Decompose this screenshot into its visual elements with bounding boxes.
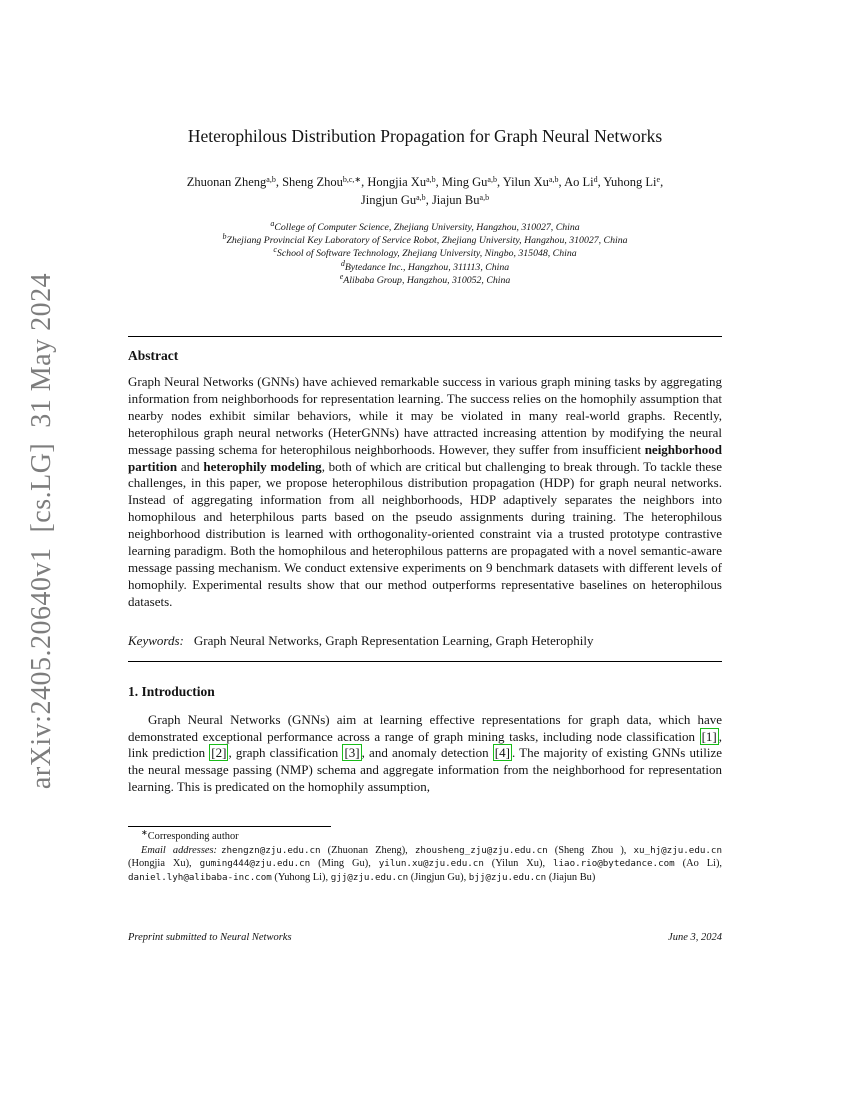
- paper-title: Heterophilous Distribution Propagation for Graph Neural Networks: [187, 126, 663, 146]
- email-address: guming444@zju.edu.cn: [199, 858, 311, 870]
- author-line-2: [108, 191, 742, 209]
- author: Yilun Xu$^{a,b}$,: [502, 175, 565, 189]
- email-address: gjj@zju.edu.cn: [330, 871, 409, 883]
- author-line-1: [108, 173, 742, 191]
- author: Jiajun Bu$^{a,b}$: [431, 193, 490, 207]
- email-addresses-label: Email addresses:: [141, 844, 217, 856]
- keywords-label: Keywords:: [128, 633, 184, 648]
- citation-link-3[interactable]: [3]: [344, 745, 360, 761]
- page-footer: [128, 932, 722, 943]
- footnote: [128, 830, 722, 884]
- affiliation: $^d$Bytedance Inc., Hangzhou, 311113, China: [340, 258, 510, 273]
- affiliation-list: [128, 221, 722, 287]
- author: Ming Gu$^{a,b}$,: [441, 175, 503, 189]
- citation-link-4[interactable]: [4]: [494, 745, 510, 761]
- citation-link-1[interactable]: [1]: [701, 728, 717, 744]
- footer-date: June 3, 2024: [668, 932, 722, 943]
- affiliation: $^b$Zhejiang Provincial Key Laboratory of Service Robot, Zhejiang University, Hangzhou, 310027, China: [222, 232, 628, 247]
- affiliation: $^e$Alibaba Group, Hangzhou, 310052, China: [339, 271, 511, 286]
- abstract-bottom-divider: [128, 661, 722, 662]
- bold-phrase-neighborhood-partition: neighborhood partition: [128, 441, 722, 474]
- author-affil-marker: a,b: [479, 193, 490, 202]
- author-affil-marker: a,b: [266, 175, 276, 184]
- asterisk-marker: ∗: [141, 828, 148, 837]
- affil-marker: d: [340, 258, 345, 268]
- footer-journal-note: Preprint submitted to Neural Networks: [128, 932, 292, 943]
- affil-marker: c: [273, 245, 277, 255]
- arxiv-watermark: arXiv:2405.20640v1 [cs.LG] 31 May 2024: [26, 272, 57, 790]
- email-addresses: Email addresses: zhengzn@zju.edu.cn (Zhuonan Zheng), zhousheng_zju@zju.edu.cn (Sheng Zhou ), xu_hj@zju.edu.cn (Hongjia Xu), guming444@zju.edu.cn (Ming Gu), yilun.xu@zju.edu.cn (Yilun Xu), liao.rio@bytedance.com (Ao Li), daniel.lyh@alibaba-inc.com (Yuhong Li), gjj@zju.edu.cn (Jingjun Gu), bjj@zju.edu.cn (Jiajun Bu): [128, 844, 723, 883]
- author-affil-marker: e: [656, 175, 661, 184]
- email-address: xu_hj@zju.edu.cn: [633, 844, 722, 856]
- email-address: zhengzn@zju.edu.cn: [220, 844, 321, 856]
- affiliation: $^c$School of Software Technology, Zhejiang University, Ningbo, 315048, China: [273, 245, 577, 260]
- affil-marker: a: [270, 219, 275, 228]
- affiliation: $^a$College of Computer Science, Zhejiang University, Hangzhou, 310027, China: [270, 219, 580, 233]
- bold-phrase-heterophily-modeling: heterophily modeling: [203, 458, 322, 474]
- author-affil-marker: a,b: [548, 175, 559, 184]
- author: Zhuonan Zheng$^{a,b}$,: [186, 175, 283, 189]
- email-address: yilun.xu@zju.edu.cn: [378, 858, 484, 870]
- author: Sheng Zhou$^{b,c,∗}$,: [282, 175, 368, 189]
- author-affil-marker: a,b: [416, 193, 426, 202]
- email-address: bjj@zju.edu.cn: [468, 871, 547, 883]
- email-address: zhousheng_zju@zju.edu.cn: [414, 844, 548, 856]
- corresponding-author-note: ∗Corresponding author: [141, 828, 239, 842]
- abstract-top-divider: [128, 336, 722, 337]
- author-affil-marker: b,c,∗: [342, 175, 362, 184]
- author-affil-marker: a,b: [426, 175, 436, 184]
- abstract-heading: Abstract: [128, 348, 179, 363]
- abstract-text: Graph Neural Networks (GNNs) have achieved remarkable success in various graph mining tasks by aggregating information from neighborhoods for representation learning. The success relies on the homophily assumption that nearby nodes exhibit similar behaviors, while it may be violated in many real-world graphs. Recently, heterophilous graph neural networks (HeterGNNs) have attracted increasing attention by modifying the neural message passing schema for heterophilous neighborhoods. However, they suffer from insufficient neighborhood partition and heterophily modeling, both of which are critical but challenging to break through. To tackle these challenges, in this paper, we propose heterophilous distribution propagation (HDP) for graph neural networks. Instead of aggregating information from all neighborhoods, HDP adaptively separates the neighbors into homophilous and heterphilous parts based on the pseudo assignments during training. The heterophilous neighborhood distribution is learned with orthogonality-oriented constraint via a trusted prototype contrastive learning paradigm. Both the homophilous and heterophilous patterns are propagated with a novel semantic-aware message passing mechanism. We conduct extensive experiments on 9 benchmark datasets with different levels of homophily. Experimental results show that our method outperforms representative baselines on heterophilous datasets.: [128, 374, 722, 609]
- citation-link-2[interactable]: [2]: [211, 745, 227, 761]
- keywords-line: [128, 633, 722, 649]
- email-address: daniel.lyh@alibaba-inc.com: [128, 871, 272, 883]
- author-affil-marker: d: [593, 175, 598, 184]
- author-affil-marker: a,b: [487, 175, 497, 184]
- section-heading-introduction: 1. Introduction: [128, 684, 215, 699]
- author: Hongjia Xu$^{a,b}$,: [367, 175, 442, 189]
- affil-marker: b: [222, 232, 227, 242]
- author: Ao Li$^d$,: [564, 175, 604, 189]
- author: Yuhong Li$^e$,: [603, 175, 664, 189]
- email-address: liao.rio@bytedance.com: [552, 858, 675, 870]
- introduction-paragraph: Graph Neural Networks (GNNs) aim at learning effective representations for graph data, which have demonstrated exceptional performance across a range of graph mining tasks, including node classification [1] , link prediction [2] , graph classification [3] , and anomaly detection [4] . The majority of existing GNNs utilize the neural message passing (NMP) schema and aggregate information from the neighborhood for representation learning. This is predicated on the homophily assumption,: [128, 712, 723, 794]
- author-list: [108, 173, 742, 209]
- keywords-text: Graph Neural Networks, Graph Representation Learning, Graph Heterophily: [193, 633, 594, 648]
- affil-marker: e: [339, 271, 344, 281]
- author: Jingjun Gu$^{a,b}$,: [360, 193, 432, 207]
- footnote-divider: [128, 826, 331, 827]
